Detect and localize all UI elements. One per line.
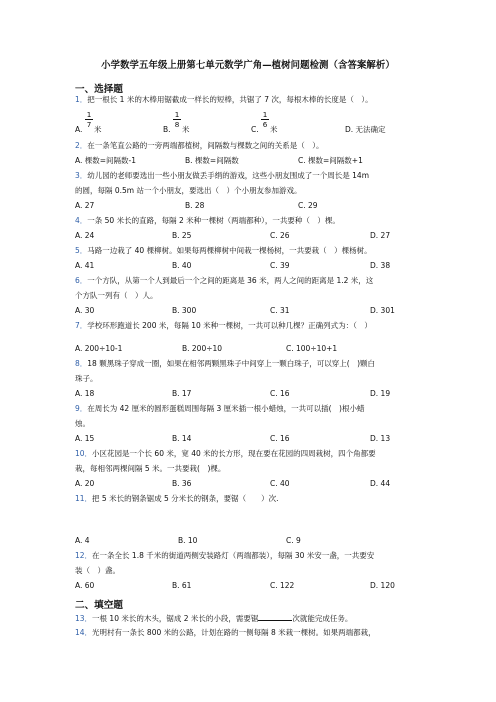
option-b: B. 200÷10 xyxy=(182,344,223,353)
fraction-a xyxy=(84,110,94,129)
question-number: 12． xyxy=(75,551,93,560)
question-13 xyxy=(75,613,352,624)
question-number: 2． xyxy=(75,141,88,150)
fraction-numerator: 1 xyxy=(174,110,180,119)
question-7 xyxy=(75,321,372,331)
question-1 xyxy=(75,95,373,105)
question-text: 一个方队，从第一个人到最后一个之间的距离是 36 米，两人之间的距离是 1.2 米，这 xyxy=(87,276,374,285)
question-text: 18 颗黑珠子穿成一圈，如果在相邻两颗黑珠子中间穿上一颗白珠子，可以穿上( )颗白 xyxy=(87,359,376,368)
question-12-continued: 装（ ）盏。 xyxy=(75,566,120,575)
fraction-numerator: 1 xyxy=(262,110,268,119)
option-b: B. 14 xyxy=(172,434,192,443)
option-c: C. 40 xyxy=(270,479,290,488)
question-number: 9． xyxy=(75,404,88,413)
question-number: 6． xyxy=(75,276,88,285)
fraction-c xyxy=(260,110,270,129)
question-11 xyxy=(75,494,279,504)
question-10-continued: 栽，每相邻两棵间隔 5 米。一共要栽( )棵。 xyxy=(75,464,226,473)
question-9 xyxy=(75,404,364,414)
option-b: B. 棵数=间隔数 xyxy=(185,156,239,165)
question-text: 光明村有一条长 800 米的公路，计划在路的一侧每隔 8 米栽一棵树。如果两端都栽， xyxy=(92,628,376,637)
question-9-continued: 烛。 xyxy=(75,419,90,428)
question-number: 5． xyxy=(75,246,88,255)
question-number: 8． xyxy=(75,359,88,368)
option-unit: 米 xyxy=(270,125,278,134)
option-c: C. 16 xyxy=(270,389,290,398)
option-a: A. 41 xyxy=(75,261,95,270)
option-d: D. 120 xyxy=(370,581,395,590)
question-text: 马路一边栽了 40 棵柳树。如果每两棵柳树中间栽一棵杨树，一共要栽（ ）棵杨树。 xyxy=(87,246,372,255)
option-a: A. 18 xyxy=(75,389,95,398)
option-c: C. 39 xyxy=(270,261,290,270)
option-a: A. xyxy=(75,125,83,134)
question-6 xyxy=(75,276,373,286)
option-c: C. 122 xyxy=(270,581,295,590)
option-b: B. 300 xyxy=(172,306,197,315)
question-text: 把 5 米长的钢条锯成 5 分米长的钢条，要锯（ ）次. xyxy=(92,494,279,503)
fraction-denominator: 6 xyxy=(262,120,268,129)
option-c: C. 26 xyxy=(270,231,290,240)
question-12 xyxy=(75,551,374,561)
question-4 xyxy=(75,216,340,226)
question-text: 小区花园是一个长 60 米，宽 40 米的长方形，现在要在花园的四周栽树，四个角都要 xyxy=(92,449,376,458)
question-number: 1． xyxy=(75,95,88,104)
fraction-denominator: 7 xyxy=(86,120,92,129)
question-14 xyxy=(75,628,376,638)
option-b: B. xyxy=(163,125,171,134)
fraction-numerator: 1 xyxy=(86,110,92,119)
question-10 xyxy=(75,449,376,459)
option-b: B. 10 xyxy=(178,536,198,545)
question-number: 14． xyxy=(75,628,93,637)
question-number: 13． xyxy=(75,614,93,623)
option-c: C. 31 xyxy=(270,306,290,315)
section-heading-choice: 一、选择题 xyxy=(75,84,123,95)
question-8 xyxy=(75,359,375,369)
fraction-b xyxy=(172,110,182,129)
option-c: C. 16 xyxy=(270,434,290,443)
question-3 xyxy=(75,171,369,181)
option-c: C. 棵数=间隔数+1 xyxy=(298,156,363,165)
option-b: B. 17 xyxy=(172,389,192,398)
question-text: 在一条笔直公路的一旁两端都植树，间隔数与棵数之间的关系是（ ）。 xyxy=(87,141,324,150)
option-d: D. 301 xyxy=(370,306,395,315)
option-a: A. 20 xyxy=(75,479,95,488)
option-d: D. 44 xyxy=(370,479,391,488)
question-text: 一条 50 米长的直路，每隔 2 米种一棵树（两端都种），一共要种（ ）棵。 xyxy=(87,216,340,225)
option-a: A. 30 xyxy=(75,306,95,315)
option-a: A. 27 xyxy=(75,201,95,210)
option-a: A. 60 xyxy=(75,581,95,590)
section-heading-fill: 二、填空题 xyxy=(75,600,123,611)
question-number: 10． xyxy=(75,449,93,458)
option-a: A. 棵数=间隔数-1 xyxy=(75,156,137,165)
option-unit: 米 xyxy=(182,125,190,134)
question-number: 3． xyxy=(75,171,88,180)
option-d: D. 38 xyxy=(370,261,391,270)
option-d: D. 27 xyxy=(370,231,391,240)
question-5 xyxy=(75,246,372,256)
option-b: B. 25 xyxy=(172,231,192,240)
option-a: A. 15 xyxy=(75,434,95,443)
option-b: B. 40 xyxy=(172,261,192,270)
option-d: D. 19 xyxy=(370,389,391,398)
question-text: 幼儿园的老师要选出一些小朋友做丢手绢的游戏，这些小朋友围成了一个周长是 14m xyxy=(87,171,370,180)
option-c: C. 100÷10+1 xyxy=(286,344,338,353)
option-b: B. 28 xyxy=(185,201,205,210)
option-c: C. 29 xyxy=(298,201,318,210)
option-b: B. 36 xyxy=(172,479,192,488)
question-2 xyxy=(75,141,324,151)
question-number: 11． xyxy=(75,494,93,503)
option-a: A. 4 xyxy=(75,536,90,545)
question-number: 4． xyxy=(75,216,88,225)
question-3-continued: 的圆，每隔 0.5m 站一个小朋友，要选出（ ）个小朋友参加游戏。 xyxy=(75,186,302,195)
option-d: D. 13 xyxy=(370,434,391,443)
option-d: D. 无法确定 xyxy=(345,125,386,134)
question-8-continued: 珠子。 xyxy=(75,374,98,383)
question-text: 一根 10 米长的木头，锯成 2 米长的小段，需要锯 xyxy=(92,614,259,623)
option-a: A. 200÷10-1 xyxy=(75,344,123,353)
question-text: 在周长为 42 厘米的圆形蛋糕周围每隔 3 厘米插一根小蜡烛，一共可以插( )根小蜡 xyxy=(87,404,365,413)
option-c: C. xyxy=(251,125,259,134)
option-b: B. 61 xyxy=(172,581,192,590)
option-c: C. 9 xyxy=(286,536,301,545)
question-text-after: 次就能完成任务。 xyxy=(292,614,353,623)
answer-blank[interactable] xyxy=(258,613,292,621)
option-unit: 米 xyxy=(94,125,102,134)
question-number: 7． xyxy=(75,321,88,330)
fraction-denominator: 8 xyxy=(174,120,180,129)
question-text: 学校环形跑道长 200 米，每隔 10 米种一棵树，一共可以种几棵？正确列式为：（ ） xyxy=(87,321,372,330)
question-text: 把一根长 1 米的木棒用锯截成一样长的短棒，共锯了 7 次，每根木棒的长度是（ ）。 xyxy=(87,95,373,104)
option-a: A. 24 xyxy=(75,231,95,240)
question-6-continued: 个方队一列有（ ）人。 xyxy=(75,291,158,300)
question-text: 在一条全长 1.8 千米的街道两侧安装路灯（两端都装），每隔 30 米安一盏，一共要安 xyxy=(92,551,375,560)
document-title: 小学数学五年级上册第七单元数学广角—植树问题检测（含答案解析） xyxy=(101,60,395,71)
